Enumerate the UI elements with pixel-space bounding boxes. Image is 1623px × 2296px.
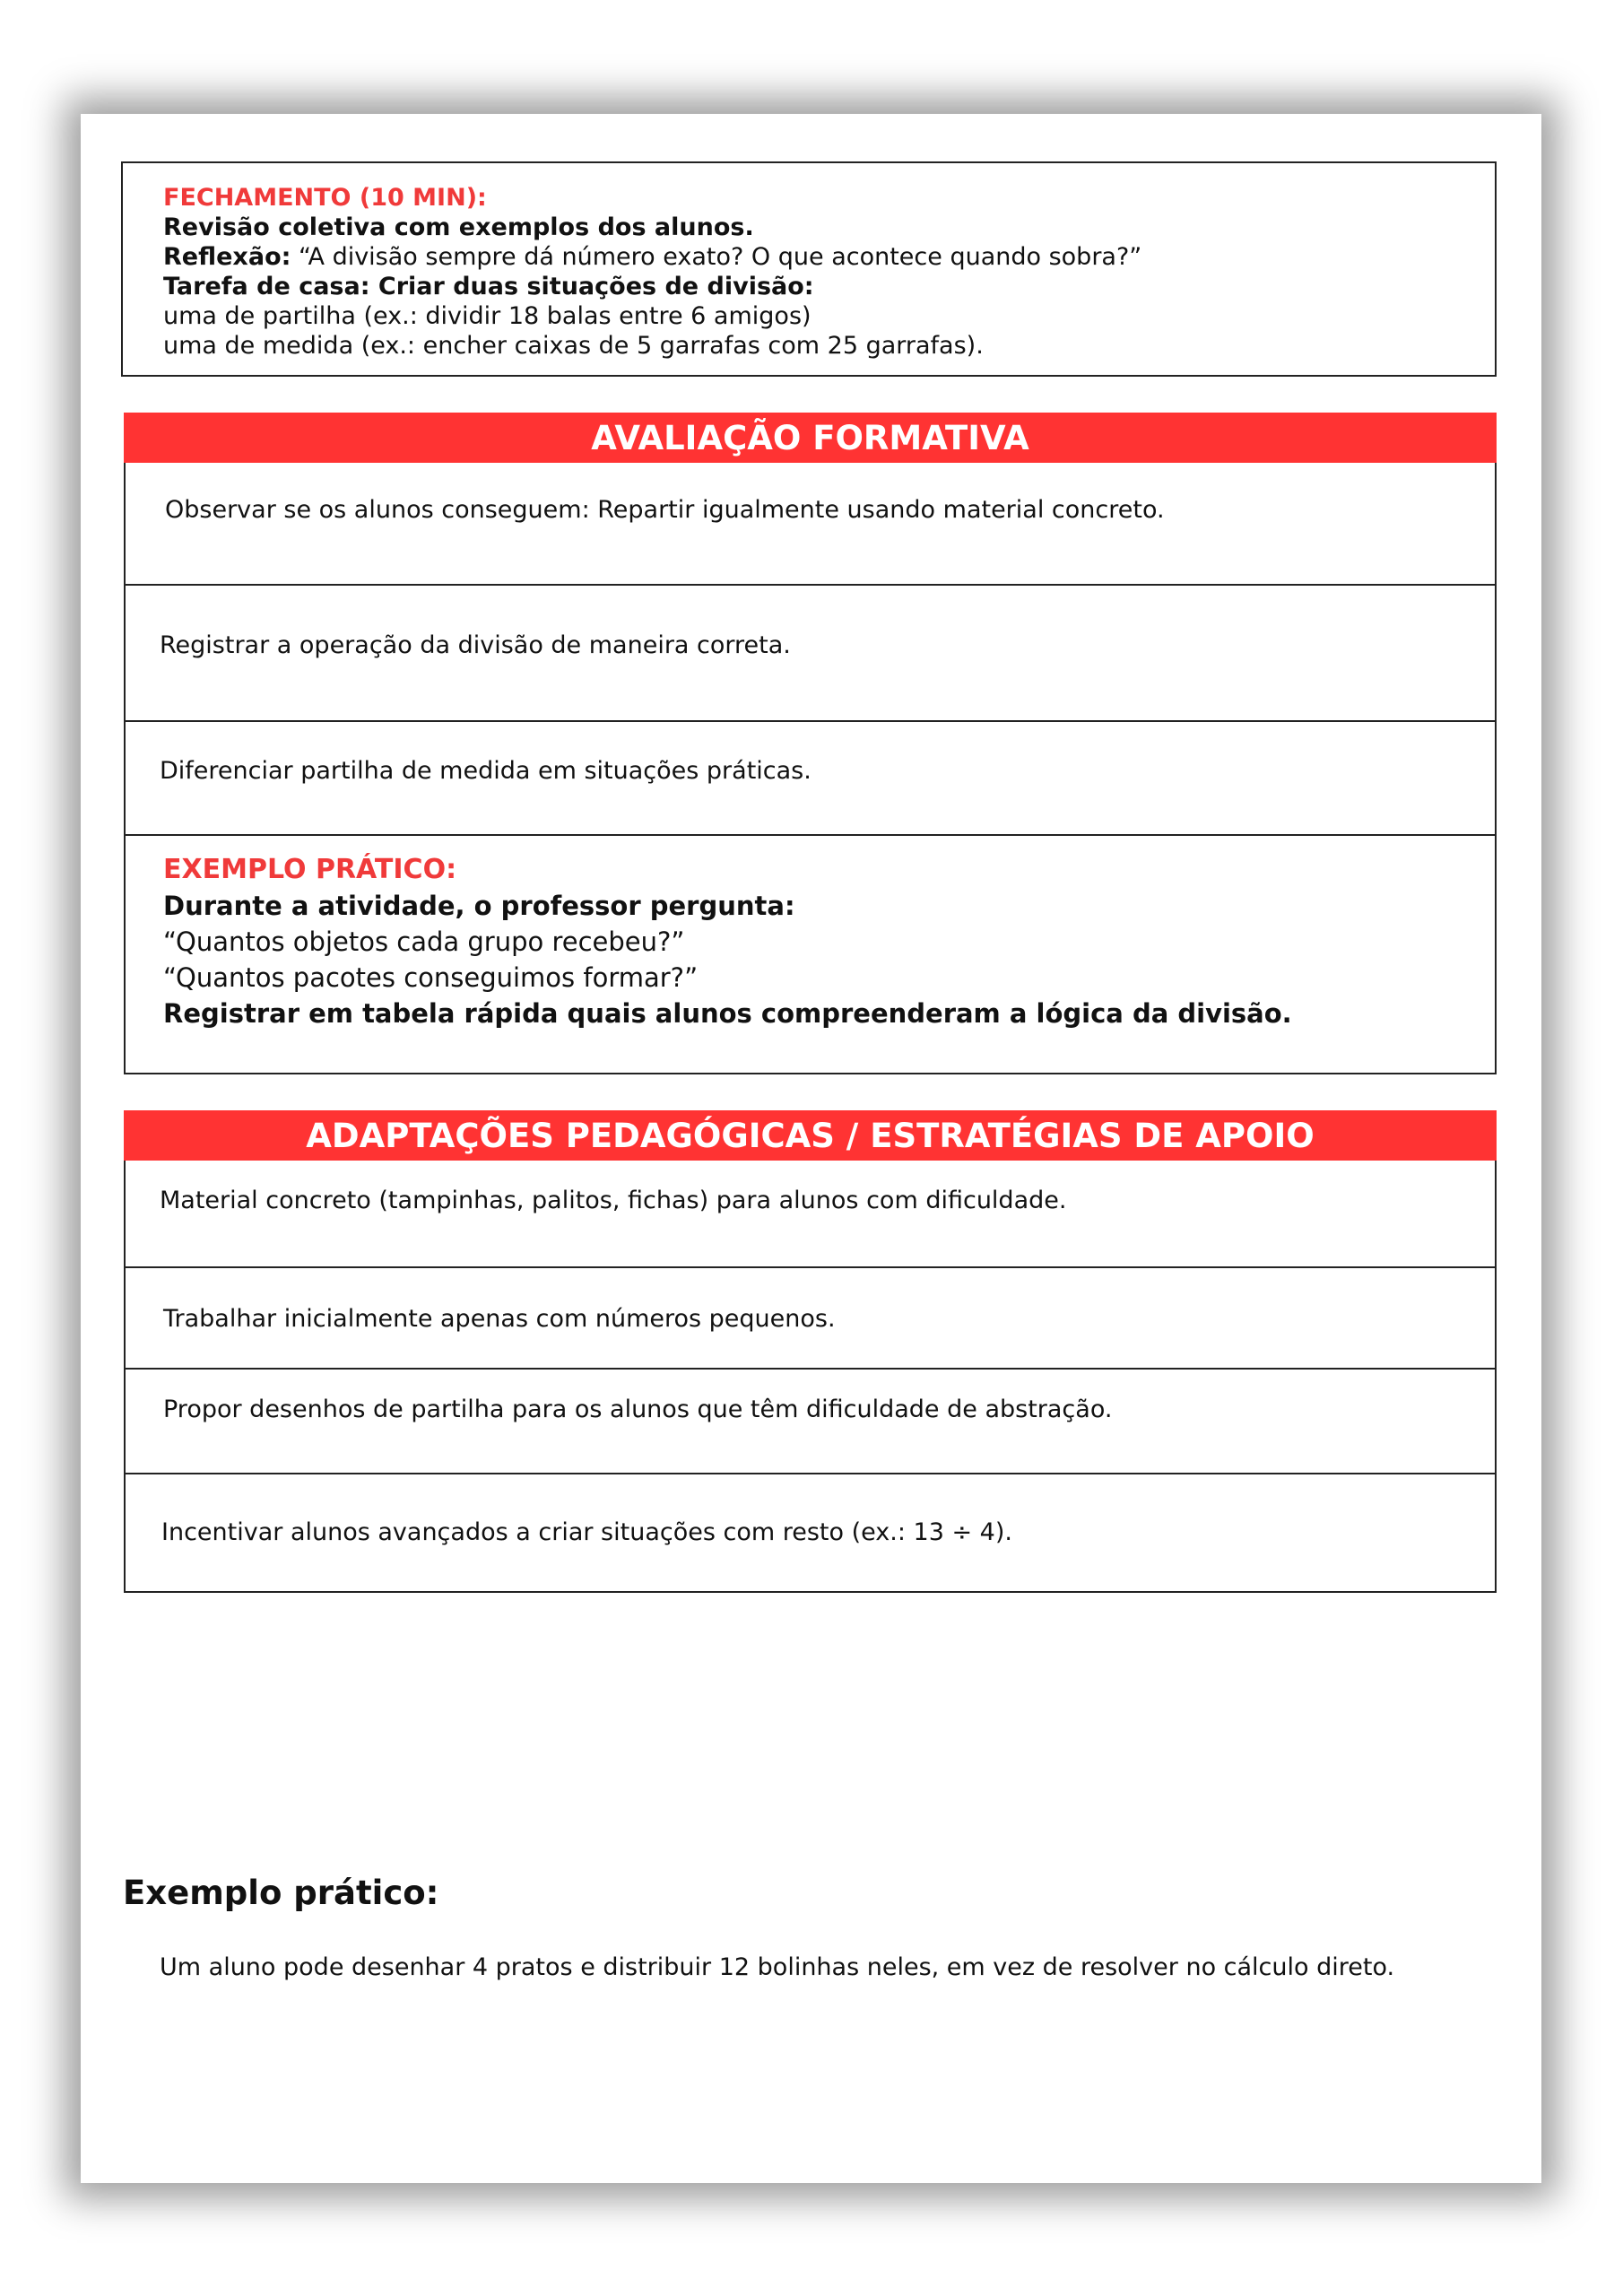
homework-item: uma de partilha (ex.: dividir 18 balas entre 6 amigos) [163,302,812,330]
closing-reflection [163,242,1141,272]
homework-item: uma de medida (ex.: encher caixas de 5 garrafas com 25 garrafas). [163,332,984,360]
table-row [126,722,1495,836]
homework-label: Tarefa de casa: Criar duas situações de divisão: [163,273,814,300]
table-row [126,1474,1495,1591]
adaptations-header-title: ADAPTAÇÕES PEDAGÓGICAS / ESTRATÉGIAS DE APOIO [306,1117,1315,1155]
example-question: “Quantos pacotes conseguimos formar?” [163,962,699,993]
table-row [126,1370,1495,1474]
assessment-row-text: Diferenciar partilha de medida em situações práticas. [160,757,812,785]
practical-example-heading: Exemplo prático: [123,1874,439,1912]
example-question: “Quantos objetos cada grupo recebeu?” [163,926,685,957]
adaptation-row-text: Material concreto (tampinhas, palitos, fichas) para alunos com dificuldade. [160,1187,1067,1214]
table-row [126,1161,1495,1268]
table-row [126,586,1495,722]
example-title: EXEMPLO PRÁTICO: [163,854,457,885]
table-row [126,1268,1495,1370]
reflection-text: “A divisão sempre dá número exato? O que acontece quando sobra?” [291,243,1142,271]
reflection-label: Reflexão: [163,243,291,271]
assessment-table [124,463,1497,1074]
example-row [126,836,1495,1073]
adaptation-row-text: Incentivar alunos avançados a criar situações com resto (ex.: 13 ÷ 4). [161,1518,1012,1546]
adaptation-row-text: Trabalhar inicialmente apenas com números pequenos. [163,1305,836,1333]
table-row [126,463,1495,586]
assessment-header-title: AVALIAÇÃO FORMATIVA [591,419,1029,457]
closing-title: FECHAMENTO (10 MIN): [163,184,487,212]
example-conclusion: Registrar em tabela rápida quais alunos compreenderam a lógica da divisão. [163,998,1292,1029]
closing-review: Revisão coletiva com exemplos dos alunos. [163,213,754,241]
assessment-header [124,413,1497,464]
assessment-row-text: Registrar a operação da divisão de maneira correta. [160,631,791,659]
document-page [81,114,1541,2183]
example-intro: Durante a atividade, o professor pergunta: [163,891,795,921]
adaptations-table [124,1161,1497,1593]
assessment-row-text: Observar se os alunos conseguem: Repartir igualmente usando material concreto. [165,496,1165,524]
adaptations-header [124,1110,1497,1161]
practical-example-text: Um aluno pode desenhar 4 pratos e distribuir 12 bolinhas neles, em vez de resolver no cálculo direto. [160,1953,1395,1981]
adaptation-row-text: Propor desenhos de partilha para os alunos que têm dificuldade de abstração. [163,1396,1113,1423]
closing-box [121,161,1497,377]
